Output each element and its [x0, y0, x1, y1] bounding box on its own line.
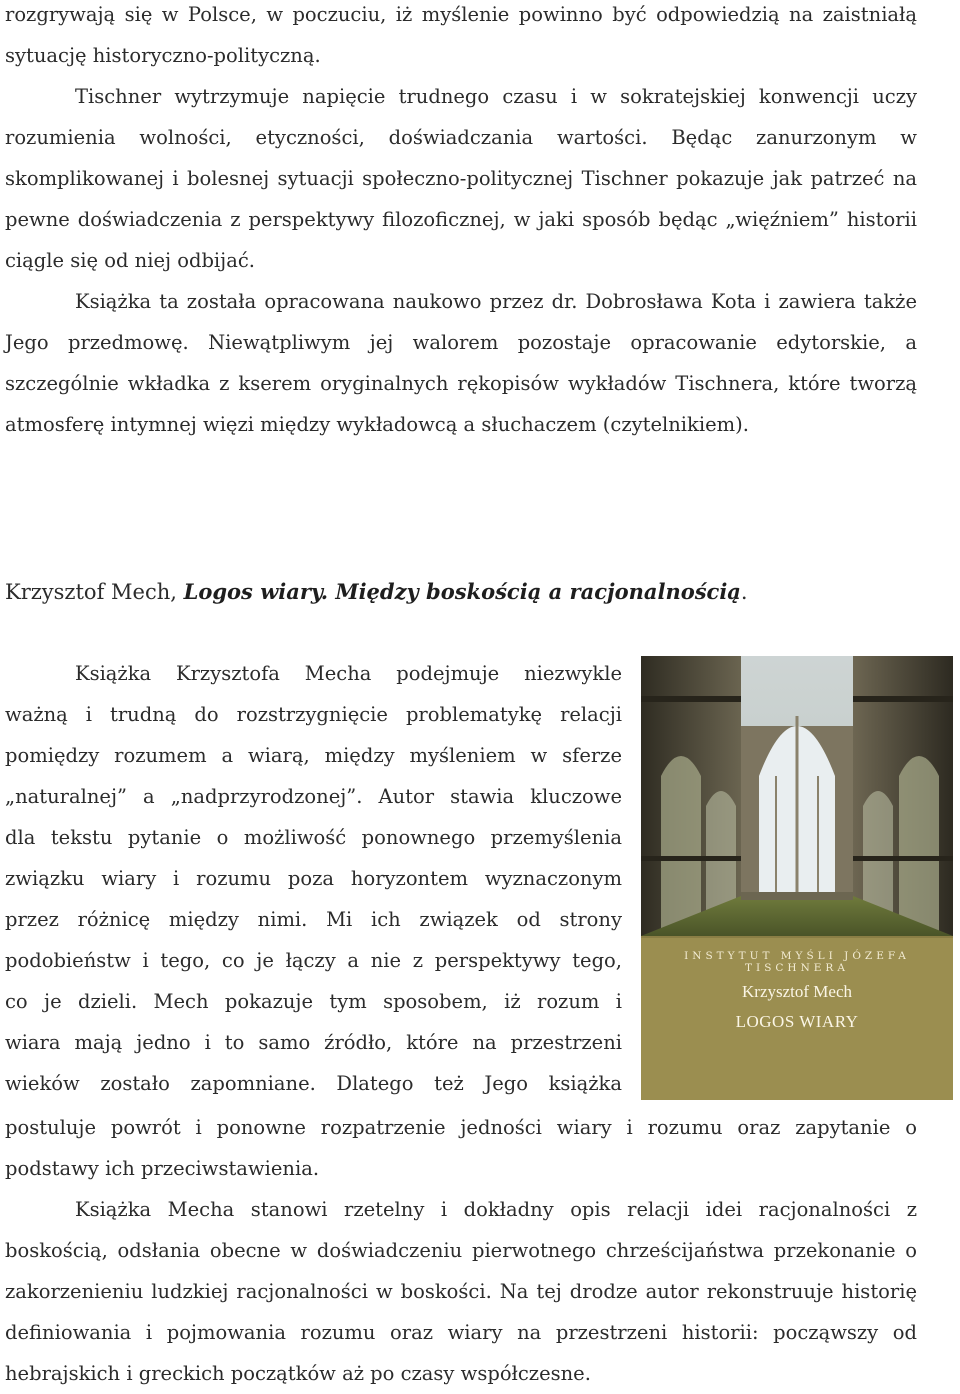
wrapped-line: „naturalnej” a „nadprzyrodzonej”. Autor stawia kluczowe [5, 785, 622, 808]
paragraph-5: Książka Mecha stanowi rzetelny i dokładny opis relacji idei racjonalności z boskością, odsłania obecne w doświadczeniu pierwotnego chrześcijaństwa przekonanie o zakorzenieniu ludzkiej racjonalności w boskości. Na tej drodze autor rekonstruuje historię definiowania i pojmowania rozumu oraz wiary na przestrzeni historii: począwszy od hebrajskich i greckich początków aż po czasy współczesne. [5, 1198, 917, 1385]
wrapped-line: wieków zostało zapomniane. Dlatego też Jego książka [5, 1072, 622, 1095]
wrapped-line: dla tekstu pytanie o możliwość ponownego przemyślenia [5, 826, 622, 849]
cover-series-text: INSTYTUT MYŚLI JÓZEFA TISCHNERA [684, 950, 910, 974]
wrapped-line: przez różnicę między nimi. Mi ich związek od strony [5, 908, 622, 931]
paragraph-1: rozgrywają się w Polsce, w poczuciu, iż myślenie powinno być odpowiedzią na zaistniałą sytuację historyczno-polityczną. [5, 3, 917, 67]
wrapped-line: wiara mają jedno i to samo źródło, które na przestrzeni [5, 1031, 622, 1054]
wrapped-line: co je dzieli. Mech pokazuje tym sposobem, iż rozum i [5, 990, 622, 1013]
paragraph-4-continuation: postuluje powrót i ponowne rozpatrzenie jedności wiary i rozumu oraz zapytanie o podstawy ich przeciwstawienia. [5, 1116, 917, 1180]
paragraph-3: Książka ta została opracowana naukowo przez dr. Dobrosława Kota i zawiera także Jego przedmowę. Niewątpliwym jej walorem pozostaje opracowanie edytorskie, a szczególnie wkładka z kserem oryginalnych rękopisów wykładów Tischnera, które tworzą atmosferę intymnej więzi między wykładowcą a słuchaczem (czytelnikiem). [5, 290, 917, 436]
cover-author: Krzysztof Mech [742, 982, 852, 1001]
book-cover-image [641, 656, 953, 1100]
cover-title: LOGOS WIARY [735, 1012, 859, 1031]
wrapped-line: Książka Krzysztofa Mecha podejmuje niezwykle [75, 662, 622, 685]
heading-end: . [740, 580, 748, 604]
wrapped-line: podobieństw i tego, co je łączy a nie z perspektywy tego, [5, 949, 622, 972]
cover-photo-ruins [641, 656, 953, 1100]
wrapped-line: ważną i trudną do rozstrzygnięcie problematykę relacji [5, 703, 622, 726]
wrapped-line: związku wiary i rozumu poza horyzontem wyznaczonym [5, 867, 622, 890]
heading-author: Krzysztof Mech, [5, 580, 184, 604]
wrapped-line: pomiędzy rozumem a wiarą, między myśleniem w sferze [5, 744, 622, 767]
heading-title: Logos wiary. Między boskością a racjonalnością [183, 579, 741, 604]
paragraph-2: Tischner wytrzymuje napięcie trudnego czasu i w sokratejskiej konwencji uczy rozumienia wolności, etyczności, doświadczania wartości. Będąc zanurzonym w skomplikowanej i bolesnej sytuacji społeczno-politycznej Tischner pokazuje jak patrzeć na pewne doświadczenia z perspektywy filozoficznej, w jaki sposób będąc „więźniem” historii ciągle się od niej odbijać. [5, 85, 917, 272]
book-heading [5, 572, 925, 612]
